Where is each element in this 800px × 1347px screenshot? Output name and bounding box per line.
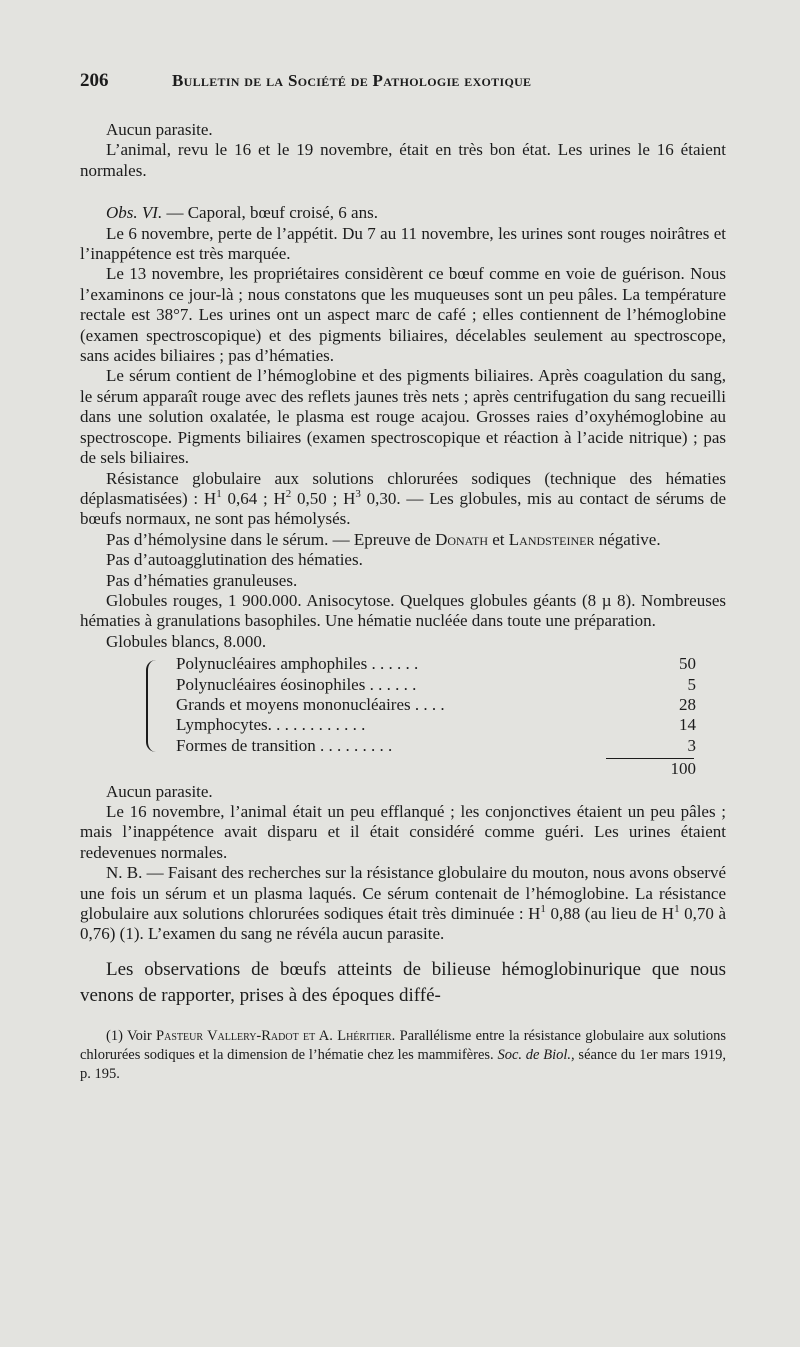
table-total: 100 xyxy=(670,759,696,779)
table-row: Grands et moyens mononucléaires . . . . 28 xyxy=(176,694,696,714)
footnote: (1) Voir Pasteur Vallery-Radot et A. Lhéritier. Parallélisme entre la résistance globulaire aux solutions chlorurées sodiques et la dimension de l’hématie chez les mammifères. Soc. de Biol., séance du 1er mars 1919, p. 195. xyxy=(80,1027,726,1082)
paragraph: Globules rouges, 1 900.000. Anisocytose. Quelques globules géants (8 µ 8). Nombreuses hématies à granulations basophiles. Une hématie nucléée dans toute une préparation. xyxy=(80,590,726,631)
observation-label: Obs. VI. xyxy=(106,203,163,223)
body-text xyxy=(80,120,726,1084)
paragraph: Le 6 novembre, perte de l’appétit. Du 7 au 11 novembre, les urines sont rouges noirâtres et l’inappétence est très marquée. xyxy=(80,223,726,264)
paragraph: N. B. — Faisant des recherches sur la résistance globulaire du mouton, nous avons observé une fois un sérum et un plasma laqués. Ce sérum contenait de l’hémoglobine. La résistance globulaire aux solutions chlorurées sodiques était très diminuée : $H^1$ 0,88 (au lieu de $H^1$ 0,70 à 0,76) (1). L’examen du sang ne révéla aucun parasite. xyxy=(80,863,727,944)
paragraph: Globules blancs, 8.000. xyxy=(106,631,267,651)
paragraph: Pas d’hémolysine dans le sérum. — Epreuve de Donath et Landsteiner négative. xyxy=(106,529,661,549)
paragraph: Résistance globulaire aux solutions chlorurées sodiques (technique des hématies déplasmatisées) : $H^1$ 0,64 ; $H^2$ 0,50 ; $H^3$ 0,30. — Les globules, mis au contact de sérums de bœufs normaux, ne sont pas hémolysés. xyxy=(80,468,726,529)
page-number: 206 xyxy=(80,70,109,91)
paragraph: L’animal, revu le 16 et le 19 novembre, était en très bon état. Les urines le 16 étaient normales. xyxy=(80,140,726,180)
table-row: Formes de transition . . . . . . . . . 3 xyxy=(176,735,696,755)
paragraph: Pas d’hématies granuleuses. xyxy=(106,570,298,590)
table-row: Polynucléaires éosinophiles . . . . . . 5 xyxy=(176,674,696,694)
paragraph: Aucun parasite. xyxy=(106,120,213,139)
leukocyte-table xyxy=(146,654,696,779)
table-row: Lymphocytes. . . . . . . . . . . . 14 xyxy=(176,715,696,735)
paragraph: Le 16 novembre, l’animal était un peu efflanqué ; les conjonctives étaient un peu pâles ; mais l’inappétence avait disparu et il était considéré comme guéri. Les urines étaient redevenues normales. xyxy=(80,801,726,862)
closing-paragraph: Les observations de bœufs atteints de bilieuse hémoglobinurique que nous venons de rapporter, prises à des époques diffé- xyxy=(80,958,726,1006)
paragraph: Aucun parasite. xyxy=(106,781,213,801)
observation-heading: Obs. VI. — Caporal, bœuf croisé, 6 ans. xyxy=(106,203,378,223)
paragraph: Le 13 novembre, les propriétaires considèrent ce bœuf comme en voie de guérison. Nous l’examinons ce jour-là ; nous constatons que les muqueuses sont un peu pâles. La température rectale est 38°7. Les urines ont un aspect marc de café ; elles contiennent de l’hémoglobine (examen spectroscopique) et des pigments biliaires, décelables seulement au spectroscope, sans acides biliaires ; pas d’hématies. xyxy=(80,264,726,366)
page-header xyxy=(80,70,740,104)
paragraph: Le sérum contient de l’hémoglobine et des pigments biliaires. Après coagulation du sang, le sérum apparaît rouge avec des reflets jaunes très nets ; après centrifugation du sang recueilli dans une solution oxalatée, le plasma est rouge acajou. Grosses raies d’oxyhémoglobine au spectroscope. Pigments biliaires (examen spectroscopique et réaction à l’acide nitrique) ; pas de sels biliaires. xyxy=(80,366,726,468)
paragraph: Pas d’autoagglutination des hématies. xyxy=(106,550,363,570)
brace xyxy=(146,660,166,752)
running-title: Bulletin de la Société de Pathologie exotique xyxy=(172,71,532,90)
table-row: Polynucléaires amphophiles . . . . . . 50 xyxy=(176,654,696,674)
